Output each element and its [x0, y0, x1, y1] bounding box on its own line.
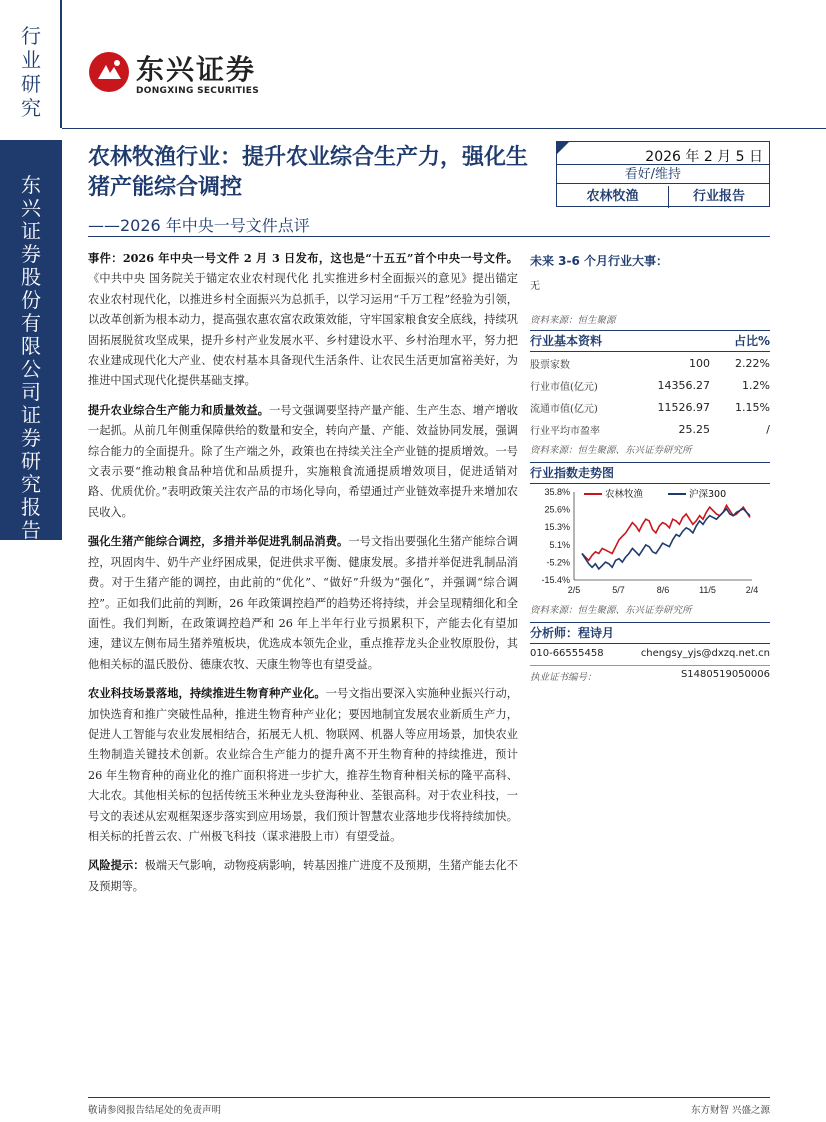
- cert-label: 执业证书编号：: [530, 672, 597, 683]
- x-tick-label: 2/5: [567, 585, 581, 595]
- report-subtitle: ——2026 年中央一号文件点评: [88, 216, 310, 235]
- basic-info-label: 流通市值(亿元): [530, 403, 598, 415]
- basic-info-row: [530, 352, 770, 374]
- chart-svg: [530, 484, 770, 606]
- cert-number: S1480519050006: [680, 669, 770, 680]
- basic-info-row: [530, 396, 770, 418]
- analyst-cert: [530, 665, 770, 683]
- analyst-contact: [530, 648, 770, 659]
- sidebar-banner: [0, 140, 62, 540]
- analyst-email: chengsy_yjs@dxzq.net.cn: [640, 648, 770, 659]
- series-line: [582, 509, 750, 569]
- basic-info-label: 行业平均市盈率: [530, 425, 600, 437]
- company-logo: [88, 48, 259, 96]
- x-tick-label: 5/7: [612, 585, 625, 595]
- logo-icon: [88, 51, 130, 93]
- productivity-text: 一号文强调要坚持产量产能、生产生态、增产增收一起抓。从前几年侧重保障供给的数量和安全，转向产量、产能、效益协同发展，强调综合能力的全面提升。除了生产端之外，政策也在持续关注全产业链的提质增效。一号文表示要“推动粮食品种培优和品质提升，实施粮食流通提质增效项目，促进适销对路、优质优价。”表明政策关注农产品的市场化导向，希望通过产业链效率提升来增加农民收入。: [88, 403, 518, 519]
- paragraph-risk: [88, 855, 518, 897]
- report-title: 农林牧渔行业：提升农业综合生产力，强化生猪产能综合调控: [88, 145, 529, 200]
- sector-label: 农林牧渔: [557, 186, 669, 208]
- event-heading: 事件：2026 年中央一号文件 2 月 3 日发布，这也是“十五五”首个中央一号文件。: [88, 251, 518, 265]
- y-tick-label: 25.6%: [544, 504, 570, 515]
- report-info-box: [556, 141, 770, 207]
- risk-heading: 风险提示：: [88, 858, 145, 873]
- company-report-label: 东兴证券股份有限公司证券研究报告: [21, 173, 41, 542]
- rating-badge: 看好/维持: [557, 164, 769, 184]
- source-note-2: 资料来源：恒生聚源、东兴证券研究所: [530, 445, 692, 456]
- analyst-label: 分析师：: [530, 626, 579, 640]
- paragraph-event: [88, 248, 518, 392]
- basic-info-header: [530, 330, 770, 352]
- basic-info-col: 占比%: [733, 334, 770, 348]
- paragraph-tech: [88, 683, 518, 847]
- basic-info-label: 股票家数: [530, 359, 570, 371]
- basic-info-row: [530, 374, 770, 396]
- footer-slogan: 东方财智 兴盛之源: [690, 1105, 770, 1116]
- event-text: 《中共中央 国务院关于锚定农业农村现代化 扎实推进乡村全面振兴的意见》提出锚定农业农村现代化，以推进乡村全面振兴为总抓手，以学习运用“千万工程”经验为引领，以改革创新为根本动力，提高强农惠农富农政策效能，守牢国家粮食安全底线，持续巩固拓展脱贫攻坚成果，提升乡村产业发展水平、乡村建设水平、乡村治理水平，努力把农业建成现代化大产业、使农村基本具备现代生活条件、让农民生活更加富裕美好，为推进中国式现代化提供基础支撑。: [88, 272, 518, 388]
- events-value: 无: [530, 281, 540, 292]
- productivity-heading: 提升农业综合生产能力和质量效益。: [88, 402, 270, 417]
- chart-title: 行业指数走势图: [530, 466, 615, 480]
- report-type-label: 行业报告: [692, 189, 745, 204]
- analyst-phone: 010-66555458: [530, 648, 604, 659]
- chart-header: [530, 462, 770, 484]
- paragraph-productivity: [88, 400, 518, 523]
- analyst-name: 程诗月: [578, 626, 615, 640]
- hog-text: 一号文指出要强化生猪产能综合调控，巩固肉牛、奶牛产业纾困成果，促进供求平衡、健康发展。多措并举促进乳制品消费。对于生猪产能的调控，由此前的“优化”、“做好”升级为“强化”，并强调“综合调控”。正如我们此前的判断，26 年政策调控趋严的趋势还将持续，并会呈现精细化和全面性。我们判断，在政策调控趋严和 26 年上半年行业亏损累积下，产能去化有望加速，建议左侧布局生猪养殖板块，优选成本领先企业，重点推荐龙头企业牧原股份，其他相关标的温氏股份、德康农牧、天康生物等也有望受益。: [88, 535, 518, 671]
- events-title: 未来 3-6 个月行业大事：: [530, 254, 669, 268]
- report-date: 2026 年 2 月 5 日: [645, 149, 763, 165]
- footer-divider: [88, 1097, 770, 1098]
- basic-info-v1: 25.25: [678, 422, 710, 436]
- basic-info-table: [530, 352, 770, 440]
- basic-info-row: [530, 418, 770, 440]
- corner-mark: [557, 142, 569, 154]
- basic-info-v1: 14356.27: [657, 378, 710, 392]
- basic-info-v2: 1.15%: [735, 400, 770, 414]
- y-tick-label: 5.1%: [549, 539, 570, 550]
- logo-en-text: DONGXING SECURITIES: [136, 86, 260, 96]
- risk-text: 极端天气影响，动物疫病影响，转基因推广进度不及预期，生猪产能去化不及预期等。: [88, 859, 518, 893]
- analyst-header: [530, 622, 770, 644]
- x-tick-label: 8/6: [656, 585, 670, 595]
- legend-label: 沪深300: [689, 489, 727, 500]
- footer-disclaimer: 敬请参阅报告结尾处的免责声明: [88, 1105, 222, 1116]
- basic-info-title: 行业基本资料: [530, 334, 603, 348]
- report-body: [88, 248, 518, 905]
- sidebar-category: [0, 0, 62, 128]
- sidebar-info: [530, 248, 770, 683]
- source-note-3: 资料来源：恒生聚源、东兴证券研究所: [530, 605, 692, 616]
- basic-info-v1: 11526.97: [657, 400, 710, 414]
- x-tick-label: 2/4: [745, 585, 759, 595]
- basic-info-v2: /: [766, 422, 770, 436]
- y-tick-label: -5.2%: [546, 557, 570, 568]
- y-tick-label: 35.8%: [544, 487, 570, 497]
- source-note-1: 资料来源：恒生聚源: [530, 315, 616, 326]
- index-trend-chart: [530, 484, 770, 596]
- basic-info-v2: 1.2%: [742, 378, 770, 392]
- legend-label: 农林牧渔: [605, 489, 644, 500]
- category-label: 行业研究: [21, 24, 41, 120]
- header-divider: [62, 128, 826, 129]
- hog-heading: 强化生猪产能综合调控，多措并举促进乳制品消费。: [88, 534, 349, 549]
- series-line: [582, 505, 750, 560]
- y-tick-label: -15.4%: [541, 575, 570, 585]
- logo-cn-text: 东兴证券: [136, 53, 257, 86]
- title-divider: [88, 236, 770, 237]
- tech-heading: 农业科技场景落地，持续推进生物育种产业化。: [88, 686, 326, 701]
- x-tick-label: 11/5: [699, 585, 716, 595]
- basic-info-v2: 2.22%: [735, 356, 770, 370]
- paragraph-hog: [88, 531, 518, 675]
- tech-text: 一号文指出要深入实施种业振兴行动，加快选育和推广突破性品种，推进生物育种产业化；要因地制宜发展农业新质生产力，促进人工智能与农业发展相结合，拓展无人机、物联网、机器人等应用场景，加快农业生物制造关键技术创新。农业综合生产能力的提升离不开生物育种的持续推进，预计 26 年生物育种的商业化的推广面积将进一步扩大，推荐生物育种相关标的隆平高科、大北农。其他相关标的包括传统玉米种业龙头登海种业、荃银高科。对于农业科技，一号文的表述从宏观框架逐步落实到应用场景，我们预计智慧农业落地步伐将持续加快。相关标的托普云农、广州极飞科技（谋求港股上市）有望受益。: [88, 687, 518, 843]
- basic-info-label: 行业市值(亿元): [530, 381, 598, 393]
- basic-info-v1: 100: [689, 356, 710, 370]
- y-tick-label: 15.3%: [544, 522, 570, 533]
